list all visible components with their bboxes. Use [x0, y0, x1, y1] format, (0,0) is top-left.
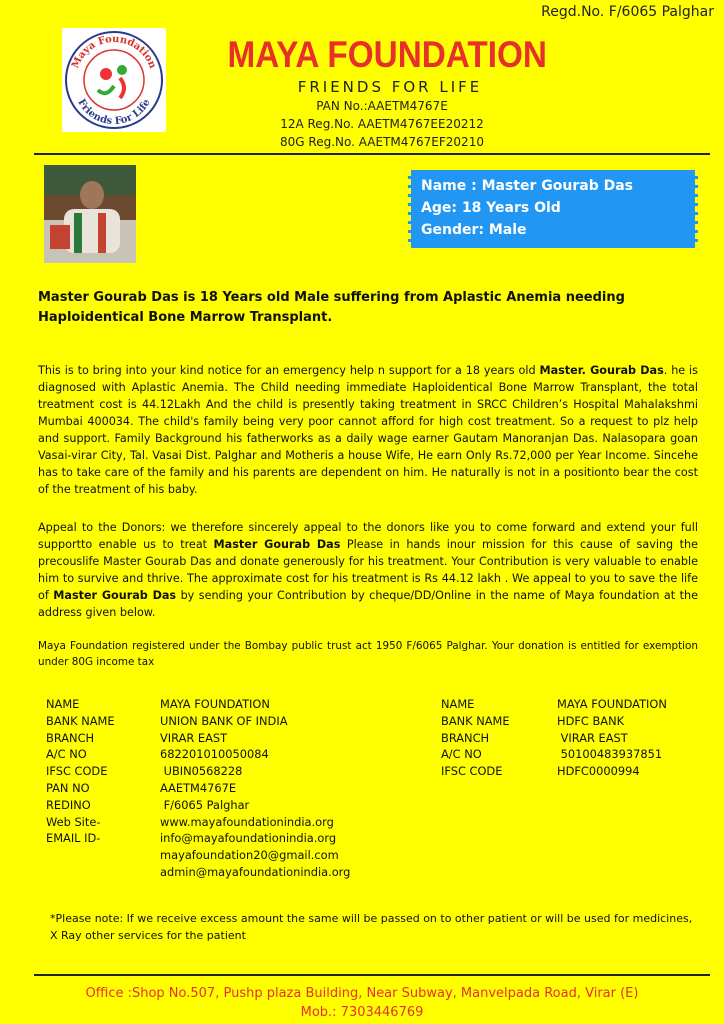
reg-80g: 80G Reg.No. AAETM4767EF20210: [280, 135, 484, 149]
bank-detail-row: [441, 746, 667, 763]
patient-name: Name : Master Gourab Das: [421, 178, 633, 194]
bank-detail-label: [46, 864, 160, 881]
reg-12a: 12A Reg.No. AAETM4767EE20212: [280, 117, 484, 131]
mobile-number: Mob.: 7303446769: [300, 1005, 424, 1020]
case-text-continued: . he is diagnosed with Aplastic Anemia. The Child needing immediate Haploidentical Bone Marrow Transplant, the total treatment cost is 44.12Lakh And the child is presently taking treatment in SRCC Children’s Hospital Mahalakshmi Mumbai 400034. The child's family being very poor cannot afford for high cost treatment. So a request to plz help and support. Family Background his fatherworks as a daily wage earner Gautam Manoranjan Das. Nalasopara goan Vasai-virar City, Tal. Vasai Dist. Palghar and Motheris a house Wife, He earn Only Rs.72,000 per Year Income. Sincehe has to take care of the family and his parents are dependent on him. He naturally is not in a positionto bear the cost of the treatment of his baby.: [38, 364, 698, 496]
excess-amount-note: *Please note: If we receive excess amount the same will be passed on to other patient or will be used for medicines, X Ray other services for the patient: [50, 912, 693, 942]
organization-tagline: FRIENDS FOR LIFE: [297, 78, 483, 96]
office-address-line: Office :Shop No.507, Pushp plaza Building, Near Subway, Manvelpada Road, Virar (E): [85, 986, 639, 1001]
bank-detail-value: F/6065 Palghar: [160, 797, 250, 812]
bank-detail-label: IFSC CODE: [46, 764, 108, 779]
trust-registration-note: Maya Foundation registered under the Bombay public trust act 1950 F/6065 Palghar. Your donation is entitled for exemption under 80G income tax: [38, 640, 698, 668]
bank-detail-row: [46, 713, 350, 730]
appeal-text-continued: Please in hands inour mission for this cause of saving the precouslife Master Gourab Das and donate generously for his treatment. Your Contribution is very valuable to enable him to survive and thrive. The approximate cost for his treatment is Rs 44.12 lakh . We appeal to you to save the life of: [38, 538, 698, 602]
bank-detail-value: info@mayafoundationindia.org: [160, 831, 337, 846]
bank-detail-value: HDFC0000994: [557, 764, 640, 779]
bank-detail-label: EMAIL ID-: [46, 831, 101, 846]
patient-photo: [44, 165, 136, 263]
bank-detail-row: [46, 763, 350, 780]
bank-detail-row: [46, 797, 350, 814]
bank-detail-value: MAYA FOUNDATION: [160, 697, 270, 711]
patient-gender: Gender: Male: [421, 222, 527, 238]
bank-detail-label: IFSC CODE: [441, 764, 503, 779]
bank-detail-value: MAYA FOUNDATION: [557, 697, 667, 711]
case-text: This is to bring into your kind notice for an emergency help n support for a 18 years old: [38, 364, 540, 377]
bank-detail-label: NAME: [46, 697, 80, 711]
bank-detail-label: BRANCH: [441, 730, 490, 745]
bank-detail-label: Web Site-: [46, 814, 101, 829]
bank-detail-row: [46, 696, 350, 713]
bank-detail-value: 682201010050084: [160, 747, 269, 762]
donor-appeal: [38, 519, 698, 621]
bank-detail-label: PAN NO: [46, 780, 90, 795]
hdfc-bank-details: [441, 696, 667, 780]
bank-detail-row: [46, 814, 350, 831]
bank-detail-value: UBIN0568228: [160, 764, 243, 779]
pan-number: PAN No.:AAETM4767E: [316, 99, 448, 113]
bank-detail-value: HDFC BANK: [557, 713, 625, 728]
header-divider: [34, 153, 710, 155]
bank-detail-value: 50100483937851: [557, 747, 663, 762]
bank-detail-value: VIRAR EAST: [557, 730, 628, 745]
bank-detail-label: [46, 847, 160, 864]
bank-detail-label: BRANCH: [46, 730, 95, 745]
union-bank-details: [46, 696, 350, 881]
patient-name-inline: Master Gourab Das: [213, 538, 341, 551]
registration-number: Regd.No. F/6065 Palghar: [541, 4, 714, 20]
bank-detail-row: [46, 780, 350, 797]
bank-detail-label: NAME: [441, 697, 475, 711]
bank-detail-row: [441, 713, 667, 730]
organization-title: MAYA FOUNDATION: [227, 34, 547, 75]
patient-name-inline: Master. Gourab Das: [539, 364, 664, 377]
bank-detail-label: A/C NO: [441, 747, 482, 762]
case-description: [38, 362, 698, 498]
office-address: [0, 984, 724, 1022]
appeal-text-end: by sending your Contribution by cheque/DD/Online in the name of Maya foundation at the address given below.: [38, 589, 698, 619]
bank-detail-row: [441, 696, 667, 713]
appeal-headline: Master Gourab Das is 18 Years old Male suffering from Aplastic Anemia needing Haploidentical Bone Marrow Transplant.: [38, 290, 625, 325]
footer-divider: [34, 974, 710, 976]
bank-detail-row: [441, 763, 667, 780]
bank-detail-value: www.mayafoundationindia.org: [160, 814, 334, 829]
bank-detail-row: [46, 864, 350, 881]
svg-text:Maya Foundation: Maya Foundation: [69, 33, 158, 71]
patient-info-box: [408, 170, 698, 248]
patient-image-icon: [44, 165, 136, 263]
bank-detail-row: [46, 830, 350, 847]
patient-age: Age: 18 Years Old: [421, 200, 561, 216]
bank-detail-row: [46, 847, 350, 864]
bank-detail-label: REDINO: [46, 797, 91, 812]
bank-detail-row: [46, 730, 350, 747]
appeal-text: Appeal to the Donors: we therefore sincerely appeal to the donors like you to come forward and extend your full supportto enable us to treat: [38, 521, 698, 551]
svg-text:Friends For Life: Friends For Life: [75, 97, 153, 128]
bank-detail-value: admin@mayafoundationindia.org: [160, 864, 351, 879]
bank-detail-row: [441, 730, 667, 747]
patient-name-inline: Master Gourab Das: [53, 589, 177, 602]
bank-detail-label: A/C NO: [46, 747, 87, 762]
bank-detail-value: AAETM4767E: [160, 780, 237, 795]
bank-detail-row: [46, 746, 350, 763]
bank-detail-value: mayafoundation20@gmail.com: [160, 848, 339, 863]
bank-detail-value: UNION BANK OF INDIA: [160, 713, 288, 728]
bank-detail-label: BANK NAME: [46, 713, 115, 728]
bank-detail-label: BANK NAME: [441, 713, 510, 728]
bank-detail-value: VIRAR EAST: [160, 730, 228, 745]
